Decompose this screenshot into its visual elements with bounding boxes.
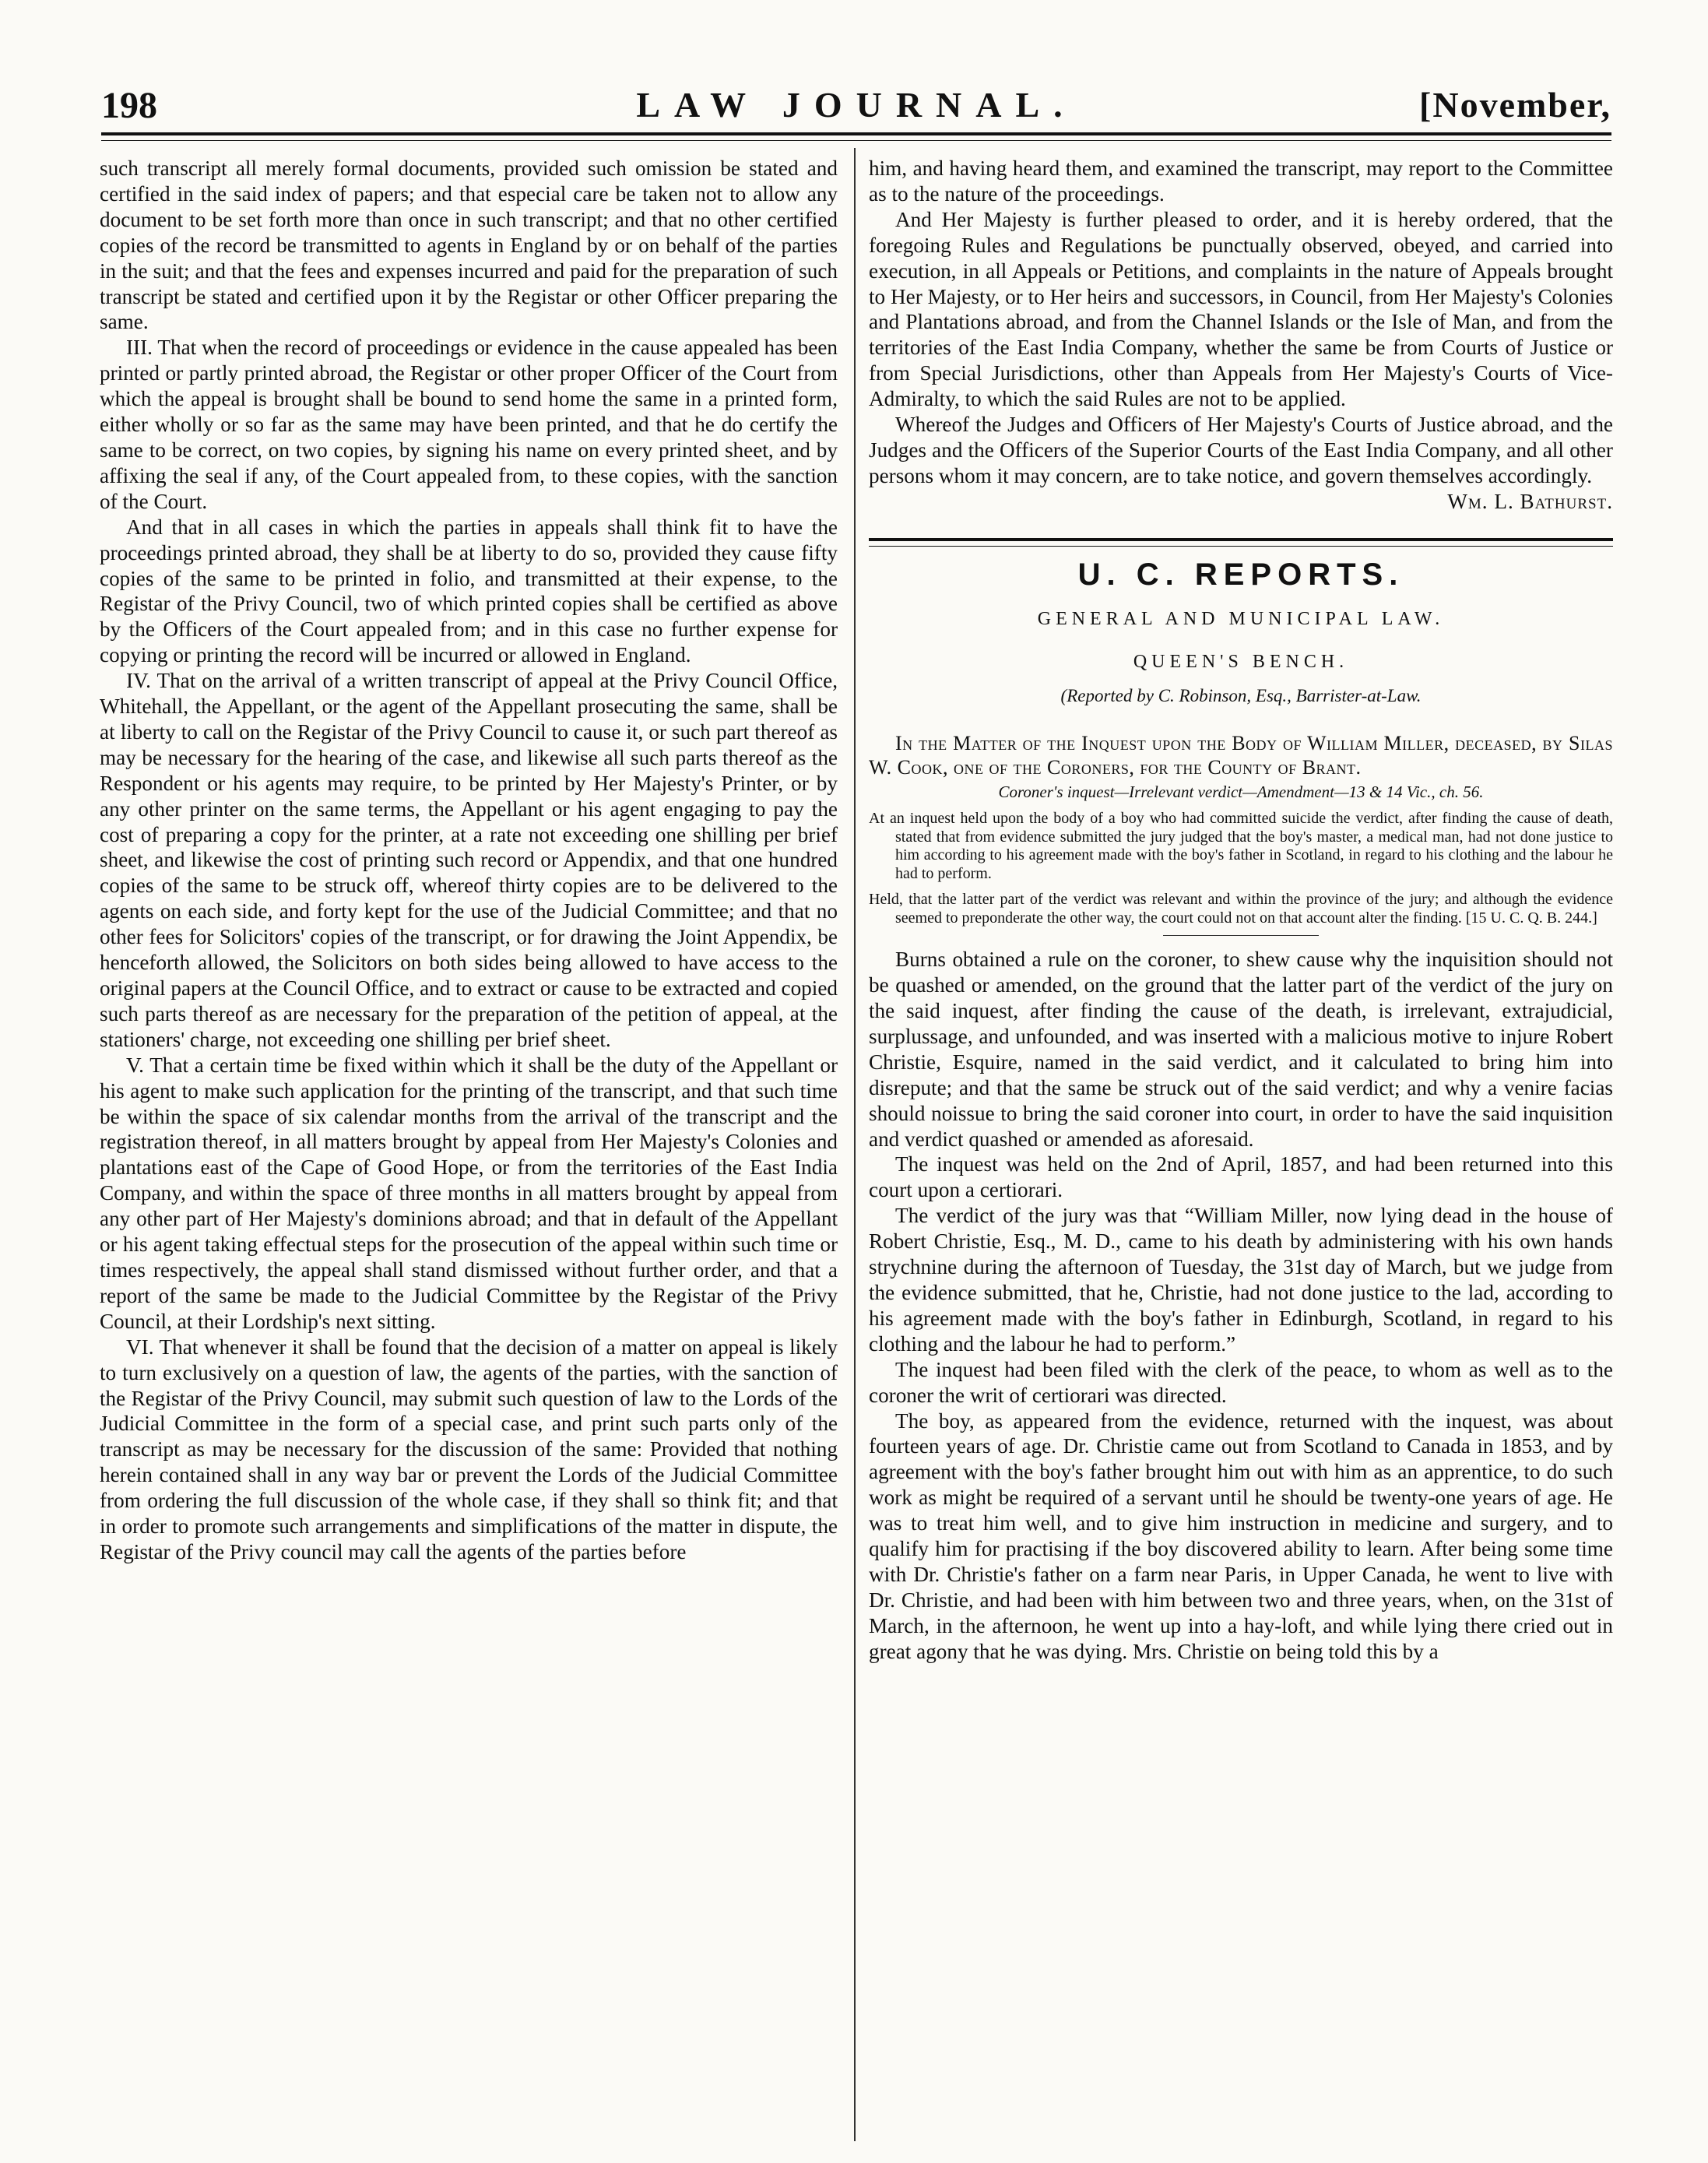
page-number: 198 <box>101 85 157 126</box>
paragraph: The verdict of the jury was that “William Miller, now lying dead in the house of Robert Christie, Esq., M. D., came to his death by administering with his own hands strychnine during the afternoon of Tuesday, the 31st day of March, but we judge from the evidence submitted, that he, Christie, had not done justice to the lad, according to his agreement made with the boy's father in Edinburgh, Scotland, in regard to his clothing and the labour he had to perform.” <box>869 1204 1613 1356</box>
right-column <box>869 156 1613 2149</box>
paragraph: him, and having heard them, and examined the transcript, may report to the Committee as to the nature of the proceedings. <box>869 157 1613 206</box>
reporter-credit: (Reported by C. Robinson, Esq., Barrister-at-Law. <box>1060 686 1422 706</box>
headnote-rule <box>1163 935 1319 936</box>
paragraph: Whereof the Judges and Officers of Her Majesty's Courts of Justice abroad, and the Judges and the Officers of the Superior Courts of the East India Company, and all other persons whom it may concern, are to take notice, and govern themselves accordingly. <box>869 413 1613 487</box>
paragraph: The inquest was held on the 2nd of April, 1857, and had been returned into this court upon a certiorari. <box>869 1152 1613 1202</box>
page-header <box>101 84 1611 131</box>
section-rule <box>869 538 1613 541</box>
paragraph: such transcript all merely formal documents, provided such omission be stated and certified in the said index of papers; and that especial care be taken not to allow any document to be set forth more than once in such transcript; and that no other certified copies of the record be transmitted to agents in England by or on behalf of the parties in the suit; and that the fees and expenses incurred and paid for the preparation of such transcript be stated and certified upon it by the Registar or other Officer preparing the same. <box>100 157 838 334</box>
paragraph-rule-iii: III. That when the record of proceedings or evidence in the cause appealed has been printed or partly printed abroad, the Registar or other proper Officer of the Court from which the appeal is brought shall be bound to send home the same in a printed form, either wholly or so far as the same may have been printed, and that he do certify the same to be correct, on two copies, by signing his name on every printed sheet, and by affixing the seal if any, of the Court appealed from, to these copies, with the sanction of the Court. <box>100 336 838 513</box>
paragraph: The boy, as appeared from the evidence, returned with the inquest, was about fourteen years of age. Dr. Christie came out from Scotland to Canada in 1853, and by agreement with the boy's father brought him out with him as an apprentice, to do such work as might be required of a servant until he should be twenty-one years of age. He was to treat him well, and to give him instruction in medicine and surgery, and to qualify him for practising if the boy discovered ability to learn. After being some time with Dr. Christie's father on a farm near Paris, in Upper Canada, he went to live with Dr. Christie, and had been with him between two and three years, when, on the 31st of March, in the afternoon, he went up into a hay-loft, and while lying there cried out in great agony that he was dying. Mrs. Christie on being told this by a <box>869 1409 1613 1663</box>
header-rule <box>101 132 1611 135</box>
signature: Wm. L. Bathurst. <box>1447 489 1613 513</box>
header-rule-thin <box>101 140 1611 141</box>
paragraph-rule-vi: VI. That whenever it shall be found that the decision of a matter on appeal is likely to turn exclusively on a question of law, the agents of the parties, with the sanction of the Registar of the Privy Council, may submit such question of law to the Lords of the Judicial Committee in the form of a special case, and print such parts only of the transcript as may be necessary for the discussion of the same: Provided that nothing herein contained shall in any way bar or prevent the Lords of the Judicial Committee from ordering the full discussion of the whole case, if they shall so think fit; and that in order to promote such arrangements and simplifications of the matter in dispute, the Registar of the Privy council may call the agents of the parties before <box>100 1335 838 1563</box>
paragraph: And that in all cases in which the parties in appeals shall think fit to have the proceedings printed abroad, they shall be at liberty to do so, provided they cause fifty copies of the same to be printed in folio, and transmitted at their expense, to the Registar of the Privy Council, two of which printed copies shall be certified as above by the Officers of the Court appealed from; and in this case no further expense for copying or printing the record will be incurred or allowed in England. <box>100 515 838 667</box>
court-name: QUEEN'S BENCH. <box>1133 651 1349 672</box>
section-subtitle: GENERAL AND MUNICIPAL LAW. <box>1037 608 1445 629</box>
journal-title: LAW JOURNAL. <box>636 85 1077 125</box>
left-column <box>100 156 838 2141</box>
headnote-keywords: Coroner's inquest—Irrelevant verdict—Amendment—13 & 14 Vic., ch. 56. <box>998 783 1484 802</box>
section-title: U. C. REPORTS. <box>1077 557 1404 592</box>
headnote: At an inquest held upon the body of a boy who had committed suicide the verdict, after finding the cause of death, stated that from evidence submitted the jury judged that the boy's master, a medical man, had not done justice to him according to his agreement made with the boy's father in Scotland, in regard to his clothing and the labour he had to perform. <box>869 810 1613 882</box>
case-title: In the Matter of the Inquest upon the Body of William Miller, deceased, by Silas W. Cook, one of the Coroners, for the County of Brant. <box>869 732 1613 779</box>
headnote-held: Held, that the latter part of the verdict was relevant and within the province of the jury; and although the evidence seemed to preponderate the other way, the court could not on that account alter the finding. [15 U. C. Q. B. 244.] <box>869 891 1613 927</box>
section-rule-thin <box>869 546 1613 547</box>
column-divider <box>854 148 856 2141</box>
paragraph: And Her Majesty is further pleased to order, and it is hereby ordered, that the foregoing Rules and Regulations be punctually observed, obeyed, and carried into execution, in all Appeals or Petitions, and complaints in the nature of Appeals brought to Her Majesty, or to Her heirs and successors, in Council, from Her Majesty's Colonies and Plantations abroad, and from the Channel Islands or the Isle of Man, and from the territories of the East India Company, whether the same be from Courts of Justice or from Special Jurisdictions, other than Appeals from Her Majesty's Courts of Vice-Admiralty, to which the said Rules are not to be applied. <box>869 207 1613 411</box>
paragraph: Burns obtained a rule on the coroner, to shew cause why the inquisition should not be quashed or amended, on the ground that the latter part of the verdict of the jury on the said inquest, after finding the cause of the death, is irrelevant, extrajudicial, surplussage, and unfounded, and was inserted with a malicious motive to injure Robert Christie, Esquire, named in the said verdict, and it calculated to bring him into disrepute; and that the same be struck out of the said verdict; and why a venire facias should noissue to bring the said coroner into court, in order to have the said inquisition and verdict quashed or amended as aforesaid. <box>869 948 1613 1151</box>
paragraph-rule-v: V. That a certain time be fixed within which it shall be the duty of the Appellant or his agent to make such application for the printing of the transcript, and that such time be within the space of six calendar months from the arrival of the transcript and the registration thereof, in all matters brought by appeal from Her Majesty's Colonies and plantations east of the Cape of Good Hope, or from the territories of the East India Company, and within the space of three months in all matters brought by appeal from any other part of Her Majesty's dominions abroad; and that in default of the Appellant or his agent taking effectual steps for the prosecution of the appeal within such time or times respectively, the appeal shall stand dismissed without further order, and that a report of the same be made to the Judicial Committee by the Registar of the Privy Council, at their Lordship's next sitting. <box>100 1053 838 1333</box>
paragraph: The inquest had been filed with the clerk of the peace, to whom as well as to the coroner the writ of certiorari was directed. <box>869 1357 1613 1407</box>
issue-month: [November, <box>1419 85 1611 125</box>
paragraph-rule-iv: IV. That on the arrival of a written transcript of appeal at the Privy Council Office, Whitehall, the Appellant, or the agent of the Appellant prosecuting the same, shall be at liberty to call on the Registar of the Privy Council to cause it, or such part thereof as may be necessary for the hearing of the case, and likewise all such parts thereof as the Respondent or his agents may require, to be printed by Her Majesty's Printer, or by any other printer on the same terms, the Appellant or his agent engaging to pay the cost of preparing a copy for the printer, at a rate not exceeding one shilling per brief sheet, and likewise the cost of printing such record or Appendix, and that one hundred copies of the same to be struck off, whereof thirty copies are to be delivered to the agents on each side, and forty kept for the use of the Judicial Committee; and that no other fees for Solicitors' copies of the transcript, or for drawing the Joint Appendix, be henceforth allowed, the Solicitors on both sides being allowed to have access to the original papers at the Council Office, and to extract or cause to be extracted and copied such parts thereof as are necessary for the preparation of the petition of appeal, at the stationers' charge, not exceeding one shilling per brief sheet. <box>100 669 838 1051</box>
